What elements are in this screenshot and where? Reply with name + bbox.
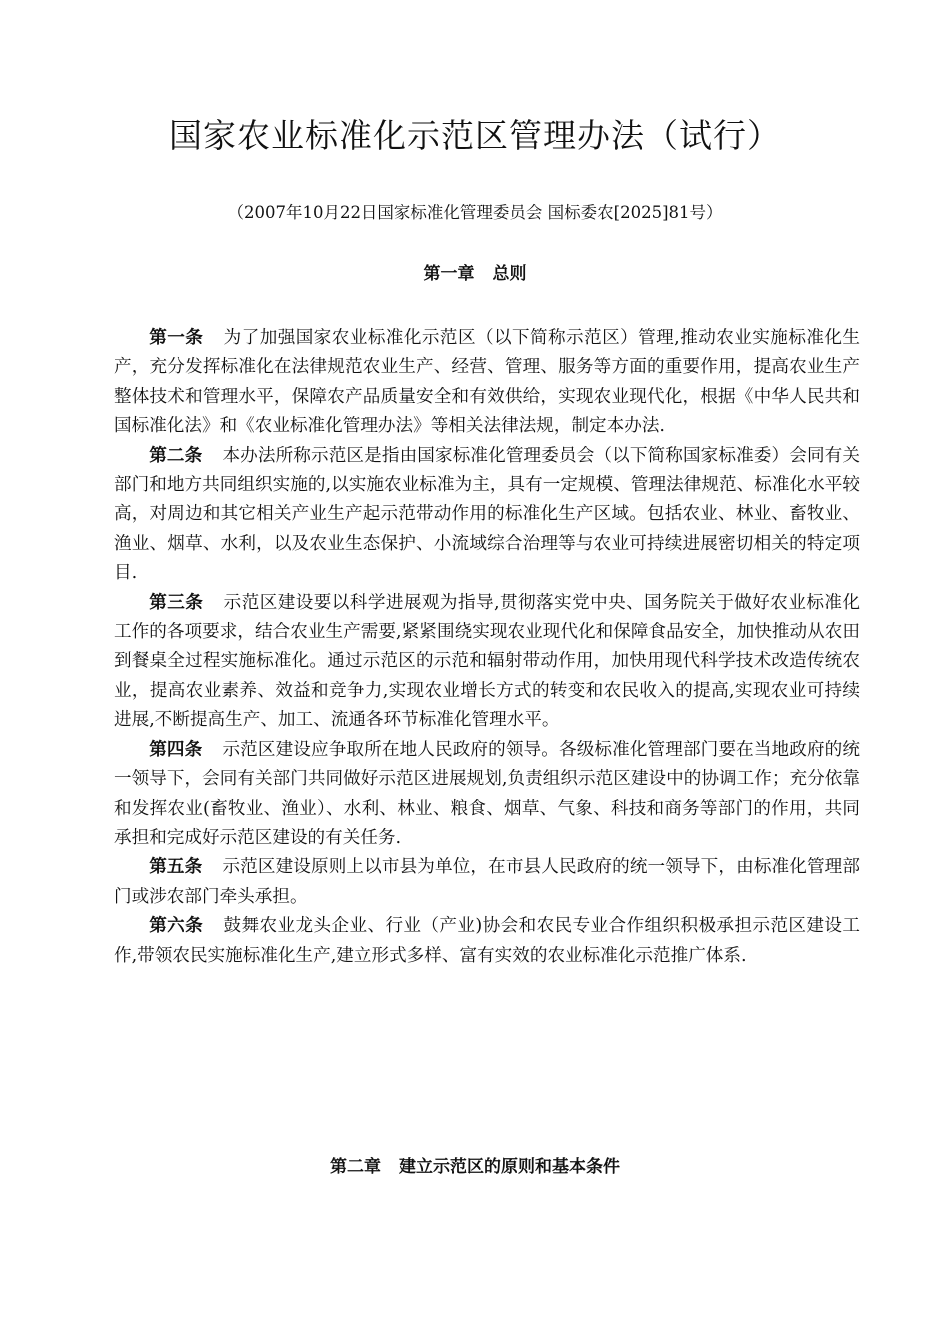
article-number: 第一条 [149, 328, 204, 348]
document-subtitle: （2007年10月22日国家标准化管理委员会 国标委农[2025]81号） [227, 203, 723, 222]
chapter-label: 第一章 [423, 264, 475, 284]
chapter-heading-2 [0, 1154, 950, 1180]
article-text: 示范区建设原则上以市县为单位，在市县人民政府的统一领导下，由标准化管理部门或涉农部门牵头承担。 [114, 857, 860, 907]
chapter-heading-1 [0, 261, 950, 287]
article-3 [114, 589, 860, 736]
article-number: 第四条 [149, 739, 203, 760]
article-2 [114, 442, 860, 589]
article-number: 第二条 [149, 445, 203, 466]
article-number: 第六条 [149, 916, 204, 937]
chapter-1-body [114, 324, 860, 971]
chapter-name: 总则 [492, 264, 527, 284]
article-number: 第三条 [149, 592, 204, 613]
article-6 [114, 912, 860, 971]
article-number: 第五条 [149, 857, 203, 878]
article-text: 本办法所称示范区是指由国家标准化管理委员会（以下简称国家标准委）会同有关部门和地方共同组织实施的,以实施农业标准为主，具有一定规模、管理法律规范、标准化水平较高，对周边和其它相关产业生产起示范带动作用的标准化生产区域。包括农业、林业、畜牧业、渔业、烟草、水利，以及农业生态保护、小流域综合治理等与农业可持续进展密切相关的特定项目. [114, 445, 860, 584]
article-text: 鼓舞农业龙头企业、行业（产业)协会和农民专业合作组织积极承担示范区建设工作,带领农民实施标准化生产,建立形式多样、富有实效的农业标准化示范推广体系. [114, 916, 860, 966]
article-5 [114, 853, 860, 912]
article-4 [114, 736, 860, 854]
article-text: 示范区建设应争取所在地人民政府的领导。各级标准化管理部门要在当地政府的统一领导下，会同有关部门共同做好示范区进展规划,负责组织示范区建设中的协调工作；充分依靠和发挥农业(畜牧业、渔业）、水利、林业、粮食、烟草、气象、科技和商务等部门的作用，共同承担和完成好示范区建设的有关任务. [114, 739, 860, 848]
document-title: 国家农业标准化示范区管理办法（试行） [169, 116, 781, 155]
chapter-name: 建立示范区的原则和基本条件 [399, 1157, 620, 1177]
article-text: 示范区建设要以科学进展观为指导,贯彻落实党中央、国务院关于做好农业标准化工作的各项要求，结合农业生产需要,紧紧围绕实现农业现代化和保障食品安全，加快推动从农田到餐桌全过程实施标准化。通过示范区的示范和辐射带动作用，加快用现代科学技术改造传统农业，提高农业素养、效益和竞争力,实现农业增长方式的转变和农民收入的提高,实现农业可持续进展,不断提高生产、加工、流通各环节标准化管理水平。 [114, 592, 860, 731]
chapter-label: 第二章 [330, 1157, 381, 1177]
article-text: 为了加强国家农业标准化示范区（以下简称示范区）管理,推动农业实施标准化生产，充分发挥标准化在法律规范农业生产、经营、管理、服务等方面的重要作用，提高农业生产整体技术和管理水平，保障农产品质量安全和有效供给，实现农业现代化，根据《中华人民共和国标准化法》和《农业标准化管理办法》等相关法律法规，制定本办法. [114, 328, 860, 437]
article-1 [114, 324, 860, 442]
